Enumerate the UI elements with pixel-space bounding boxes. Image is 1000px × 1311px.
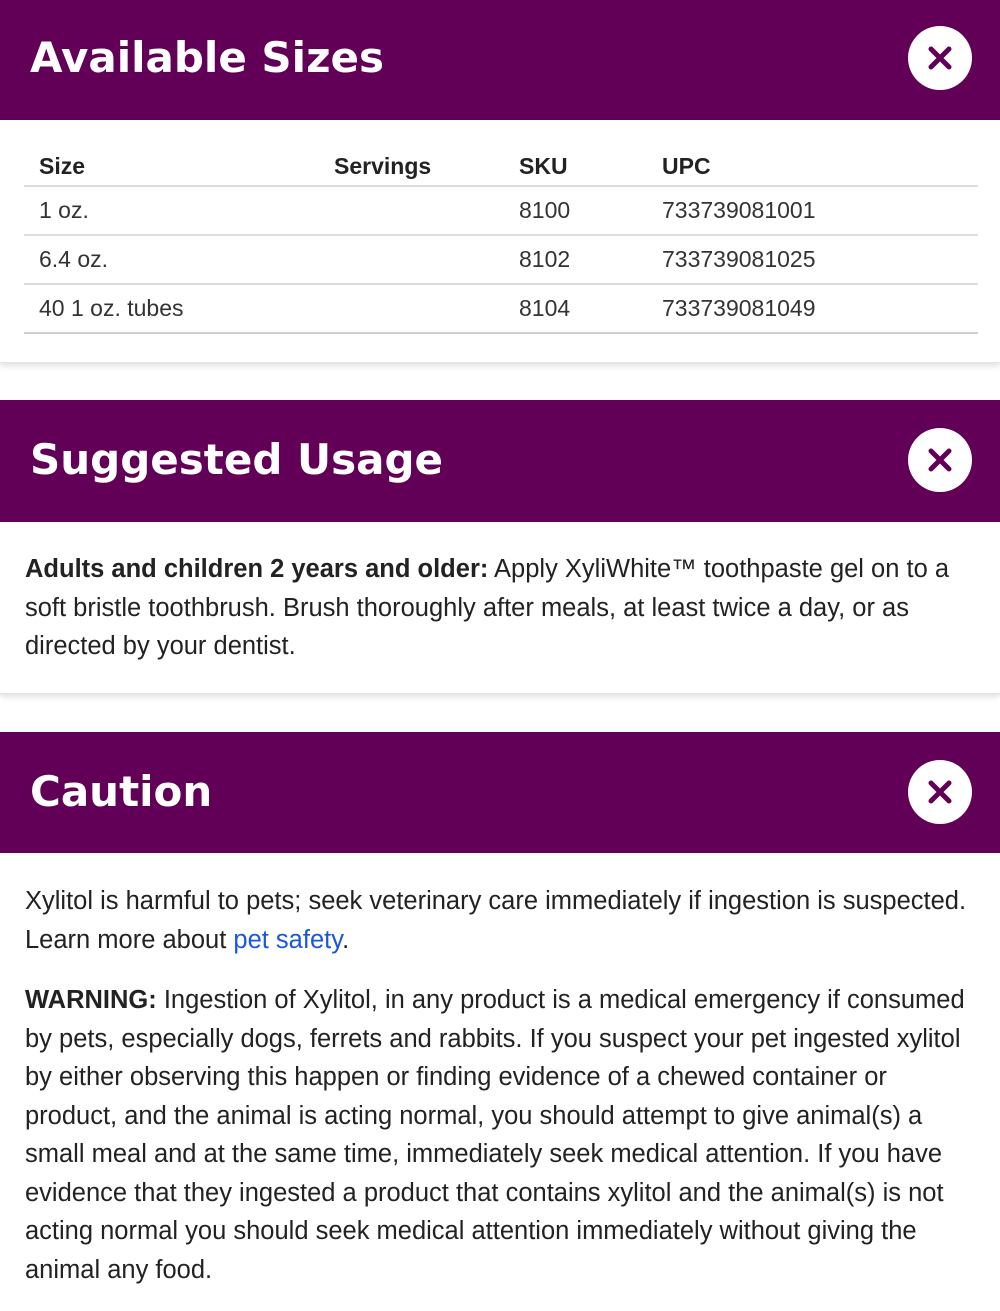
available-sizes-title: Available Sizes (30, 33, 385, 82)
available-sizes-panel (0, 0, 1000, 363)
caution-panel (0, 732, 1000, 1311)
cell-size: 6.4 oz. (24, 235, 334, 284)
cell-upc: 733739081049 (662, 284, 978, 333)
table-row (24, 284, 978, 333)
column-header-upc: UPC (662, 145, 978, 186)
suggested-usage-panel (0, 400, 1000, 694)
usage-lead: Adults and children 2 years and older: (25, 555, 489, 583)
caution-close-button[interactable] (908, 760, 972, 824)
close-icon (927, 447, 953, 473)
pet-safety-link[interactable]: pet safety (233, 925, 343, 954)
cell-sku: 8104 (519, 284, 662, 333)
close-icon (927, 779, 953, 805)
cell-servings (334, 235, 519, 284)
table-row (24, 235, 978, 284)
sizes-table (24, 145, 978, 334)
warning-text: Ingestion of Xylitol, in any product is a medical emergency if consumed by pets, especially dogs, ferrets and rabbits. If you suspect your pet ingested xylitol by either observing this happen or finding evidence of a chewed container or product, and the animal is acting normal, you should attempt to give animal(s) a small meal and at the same time, immediately seek medical attention. If you have evidence that they ingested a product that contains xylitol and the animal(s) is not acting normal you should seek medical attention immediately without giving the animal any food. (25, 986, 965, 1284)
cell-size: 40 1 oz. tubes (24, 284, 334, 333)
suggested-usage-header[interactable] (0, 400, 1000, 522)
column-header-sku: SKU (519, 145, 662, 186)
usage-body: Apply XyliWhite™ toothpaste gel on to a soft bristle toothbrush. Brush thoroughly after meals, at least twice a day, or as directed by your dentist. (25, 555, 950, 660)
usage-text (25, 550, 975, 666)
cell-sku: 8102 (519, 235, 662, 284)
cell-upc: 733739081001 (662, 186, 978, 235)
column-header-size: Size (24, 145, 334, 186)
suggested-usage-title: Suggested Usage (30, 435, 444, 484)
caution-header[interactable] (0, 732, 1000, 853)
table-header-row (24, 145, 978, 186)
caution-period: . (342, 925, 350, 954)
column-header-servings: Servings (334, 145, 519, 186)
suggested-usage-close-button[interactable] (908, 428, 972, 492)
cell-servings (334, 186, 519, 235)
cell-size: 1 oz. (24, 186, 334, 235)
caution-paragraph (25, 882, 975, 959)
available-sizes-header[interactable] (0, 0, 1000, 120)
close-icon (927, 45, 953, 71)
warning-paragraph (25, 981, 975, 1289)
caution-title: Caution (30, 767, 213, 816)
cell-servings (334, 284, 519, 333)
available-sizes-close-button[interactable] (908, 26, 972, 90)
table-row (24, 186, 978, 235)
caution-text: Xylitol is harmful to pets; seek veterinary care immediately if ingestion is suspected. Learn more about (25, 887, 967, 954)
cell-sku: 8100 (519, 186, 662, 235)
cell-upc: 733739081025 (662, 235, 978, 284)
warning-lead: WARNING: (25, 986, 157, 1014)
